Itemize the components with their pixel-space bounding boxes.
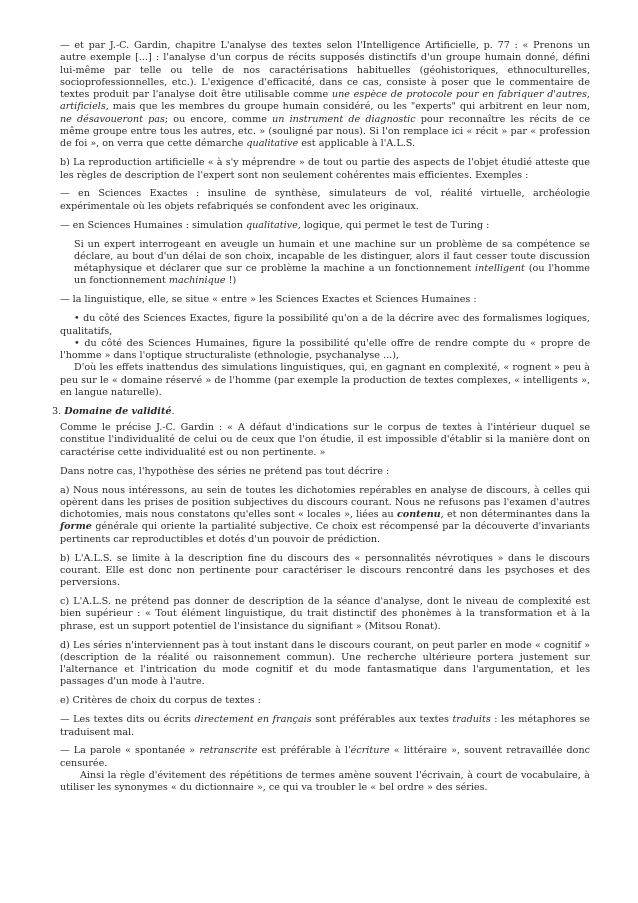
paragraph-reproduction: b) La reproduction artificielle « à s'y méprendre » de tout ou partie des aspects de l'objet étudié atteste que les règles de description de l'expert sont non seulement cohérentes mais efficientes. Exemples :	[60, 157, 590, 181]
bullet-sciences-humaines: • du côté des Sciences Humaines, figure la possibilité qu'elle offre de rendre compte du « propre de l'homme » dans l'optique structuraliste (ethnologie, psychanalyse ...),	[60, 337, 590, 362]
bullet-sciences-exactes: • du côté des Sciences Exactes, figure la possibilité qu'on a de la décrire avec des formalismes logiques, qualitatifs,	[60, 313, 590, 337]
paragraph-linguistique: — la linguistique, elle, se situe « entre » les Sciences Exactes et Sciences Humaines :	[60, 294, 477, 306]
paragraph-hypothese-series: Dans notre cas, l'hypothèse des séries ne prétend pas tout décrire :	[60, 465, 390, 477]
paragraph-point-a: a) Nous nous intéressons, au sein de toutes les dichotomies repérables en analyse de discours, à celles qui opèrent dans les prises de position subjectives du discours courant. Nous ne refusons pas l'examen d'autres dichotomies, mais nous constatons qu'elles sont « locales », liées au contenu, et non déterminantes dans la forme générale qui oriente la partialité subjective. Ce choix est récompensé par la découverte d'invariants pertinents car reproductibles et dotés d'un pouvoir de prédiction.	[60, 484, 590, 545]
paragraph-sciences-exactes: — en Sciences Exactes : insuline de synthèse, simulateurs de vol, réalité virtuelle, archéologie expérimentale où les objets refabriqués se confondent avec les originaux.	[60, 188, 590, 212]
paragraph-sciences-humaines: — en Sciences Humaines : simulation qualitative, logique, qui permet le test de Turing :	[60, 219, 490, 231]
paragraph-textes-francais: — Les textes dits ou écrits directement en français sont préférables aux textes traduits : les métaphores se traduisent mal.	[60, 714, 590, 738]
paragraph-regle-evitement: Ainsi la règle d'évitement des répétitions de termes amène souvent l'écrivain, à court de vocabulaire, à utiliser les synonymes « du dictionnaire », ce qui va troubler le « bel ordre » des séries.	[60, 770, 590, 794]
section-heading-domaine-validite: 3. Domaine de validité.	[52, 405, 175, 417]
paragraph-effets-inattendus: D'où les effets inattendus des simulations linguistiques, qui, en gagnant en complexité, « rognent » peu à peu sur le « domaine réservé » de l'homme (par exemple la production de textes complexes, « intelligents », en langue naturelle).	[60, 362, 590, 398]
paragraph-point-b: b) L'A.L.S. se limite à la description fine du discours des « personnalités névrotiques » dans le discours courant. Elle est donc non pertinente pour caractériser le discours rencontré dans les psychoses et des perversions.	[60, 552, 590, 589]
paragraph-point-c: c) L'A.L.S. ne prétend pas donner de description de la séance d'analyse, dont le niveau de complexité est bien supérieur : « Tout élément linguistique, du trait distinctif des phonèmes à la transformation et à la phrase, est un support potentiel de l'insistance du signifiant » (Mitsou Ronat).	[60, 596, 590, 632]
paragraph-point-e: e) Critères de choix du corpus de textes :	[60, 695, 261, 707]
paragraph-point-d: d) Les séries n'interviennent pas à tout instant dans le discours courant, on peut parler en mode « cognitif » (description de la réalité ou raisonnement commun). Une recherche ultérieure portera justement sur l'alternance et l'intrication du mode cognitif et du mode fantasmatique dans l'argumentation, et les passages d'un mode à l'autre.	[60, 639, 590, 688]
paragraph-gardin-quote: — et par J.-C. Gardin, chapitre L'analyse des textes selon l'Intelligence Artificielle, p. 77 : « Prenons un autre exemple [...] : l'analyse d'un corpus de récits supposés distinctifs d'un groupe humain donné, défini lui-même par telle ou telle de nos caractérisations habituelles (géohistoriques, ethnoculturelles, socioprofessionnelles, etc.). L'exigence d'efficacité, dans ce cas, consiste à poser que le commentaire de textes produit par l'analyse doit être utilisable comme une espèce de protocole pour en fabriquer d'autres, artificiels, mais que les membres du groupe humain considéré, ou les "experts" qui arbitrent en leur nom, ne désavoueront pas; ou encore, comme un instrument de diagnostic pour reconnaître les récits de ce même groupe entre tous les autres, etc. » (souligné par nous). Si l'on remplace ici « récit » par « profession de foi », on verra que cette démarche qualitative est applicable à l'A.L.S.	[60, 40, 591, 150]
paragraph-parole-spontanee: — La parole « spontanée » retranscrite est préférable à l'écriture « littéraire », souvent retravaillée donc censurée.	[60, 745, 590, 769]
paragraph-gardin-precision: Comme le précise J.-C. Gardin : « A défaut d'indications sur le corpus de textes à l'intérieur duquel se constitue l'individualité de celui ou de ceux que l'on étudie, il est impossible d'établir si la manière dont on caractérise cette individualité est ou non pertinente. »	[60, 422, 590, 458]
paragraph-turing-test: Si un expert interrogeant en aveugle un humain et une machine sur un problème de sa compétence se déclare, au bout d'un délai de son choix, incapable de les distinguer, alors il faut cesser toute discussion métaphysique et déclarer que sur ce problème la machine a un fonctionnement intelligent (ou l'homme un fonctionnement machinique !)	[74, 238, 590, 287]
